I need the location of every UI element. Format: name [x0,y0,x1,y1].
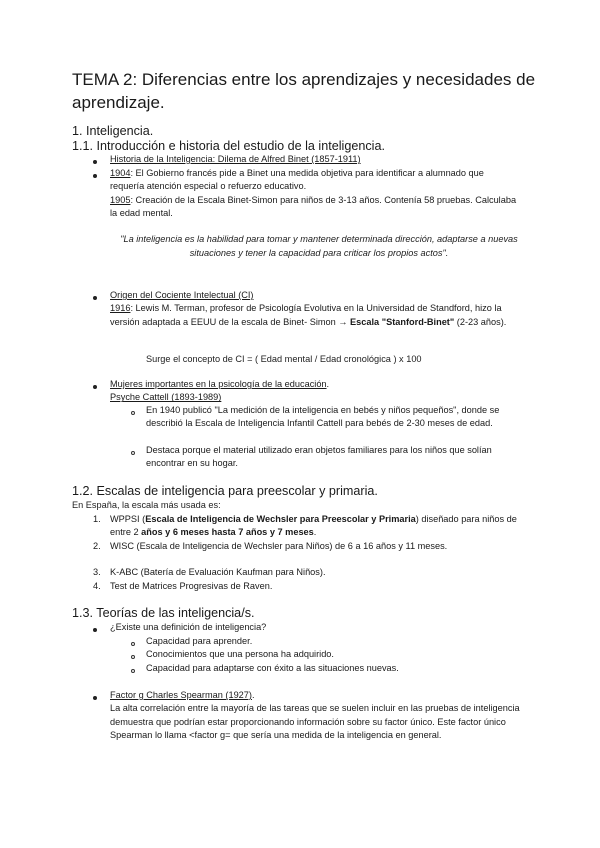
bullet-icon [93,296,97,300]
bullet-icon [93,385,97,389]
ci-formula: Surge el concepto de CI = ( Edad mental / Edad cronológica ) x 100 [146,354,422,364]
list-number: 1. [93,514,101,524]
bullet-binet-history [110,153,361,166]
bullet-icon [93,696,97,700]
list-number: 2. [93,541,101,551]
definition-sub-2: Conocimientos que una persona ha adquirido. [146,649,334,659]
binet-quote: "La inteligencia es la habilidad para tomar y mantener determinada dirección, adaptarse a nuevas situaciones y tener la capacidad para criticar los propios actos". [120,234,518,258]
bullet-icon [93,160,97,164]
list-number: 3. [93,567,101,577]
bullet-1904: 1904: El Gobierno francés pide a Binet una medida objetiva para identificar a alumnado que requería atención especial o refuerzo educativo. 1905: Creación de la Escala Binet-Simon para niños de 3-13 años. Contenía 58 pruebas. Calculaba la edad mental. [110,168,517,219]
section-1-2-heading: 1.2. Escalas de inteligencia para preescolar y primaria. [72,484,378,498]
sub-bullet-icon [131,669,135,673]
definition-sub-3: Capacidad para adaptarse con éxito a las situaciones nuevas. [146,663,399,673]
scale-item-raven: Test de Matrices Progresivas de Raven. [110,581,273,591]
bullet-definition-question: ¿Existe una definición de inteligencia? [110,622,267,632]
bullet-ci-origin: Origen del Cociente Intelectual (CI) 1916: Lewis M. Terman, profesor de Psicología Evolutiva en la Universidad de Standford, hizo la versión adaptada a EEUU de la escala de Binet- Simon → Escala "Stanford-Binet" (2-23 años). [110,290,507,327]
sub-bullet-icon [131,655,135,659]
scale-item-wisc: WISC (Escala de Inteligencia de Wechsler para Niños) de 6 a 16 años y 11 meses. [110,541,448,551]
definition-sub-1: Capacidad para aprender. [146,636,253,646]
scales-intro: En España, la escala más usada es: [72,500,221,510]
cattell-sub-2: Destaca porque el material utilizado eran objetos familiares para los niños que solían encontrar en su hogar. [146,445,492,469]
sub-bullet-icon [131,451,135,455]
section-1-1-heading: 1.1. Introducción e historia del estudio de la inteligencia. [72,139,385,153]
list-number: 4. [93,581,101,591]
binet-history-link: Historia de la Inteligencia: Dilema de Alfred Binet (1857-1911) [110,154,361,164]
bullet-icon [93,174,97,178]
section-1-heading: 1. Inteligencia. [72,124,154,138]
bullet-women-psychology: Mujeres importantes en la psicología de la educación. Psyche Cattell (1893-1989) [110,379,330,403]
bullet-factor-g: Factor g Charles Spearman (1927). La alta correlación entre la mayoría de las tareas que se suelen incluir en las pruebas de inteligencia demuestra que podrían estar proporcionando información sobre su factor único. Este factor único Spearman lo llama <factor g= que sería una medida de la inteligencia en general. [110,690,520,741]
cattell-sub-1: En 1940 publicó "La medición de la inteligencia en bebés y niños pequeños", donde se describió la Escala de Inteligencia Infantil Cattell para bebés de 2-30 meses de edad. [146,405,500,429]
bullet-icon [93,628,97,632]
scale-item-wppsi: WPPSI (Escala de Inteligencia de Wechsler para Preescolar y Primaria) diseñado para niños de entre 2 años y 6 meses hasta 7 años y 7 meses. [110,514,517,538]
page-title: TEMA 2: Diferencias entre los aprendizajes y necesidades de aprendizaje. [72,70,536,112]
section-1-3-heading: 1.3. Teorías de las inteligencia/s. [72,606,255,620]
scale-item-kabc: K-ABC (Batería de Evaluación Kaufman para Niños). [110,567,326,577]
sub-bullet-icon [131,642,135,646]
sub-bullet-icon [131,411,135,415]
